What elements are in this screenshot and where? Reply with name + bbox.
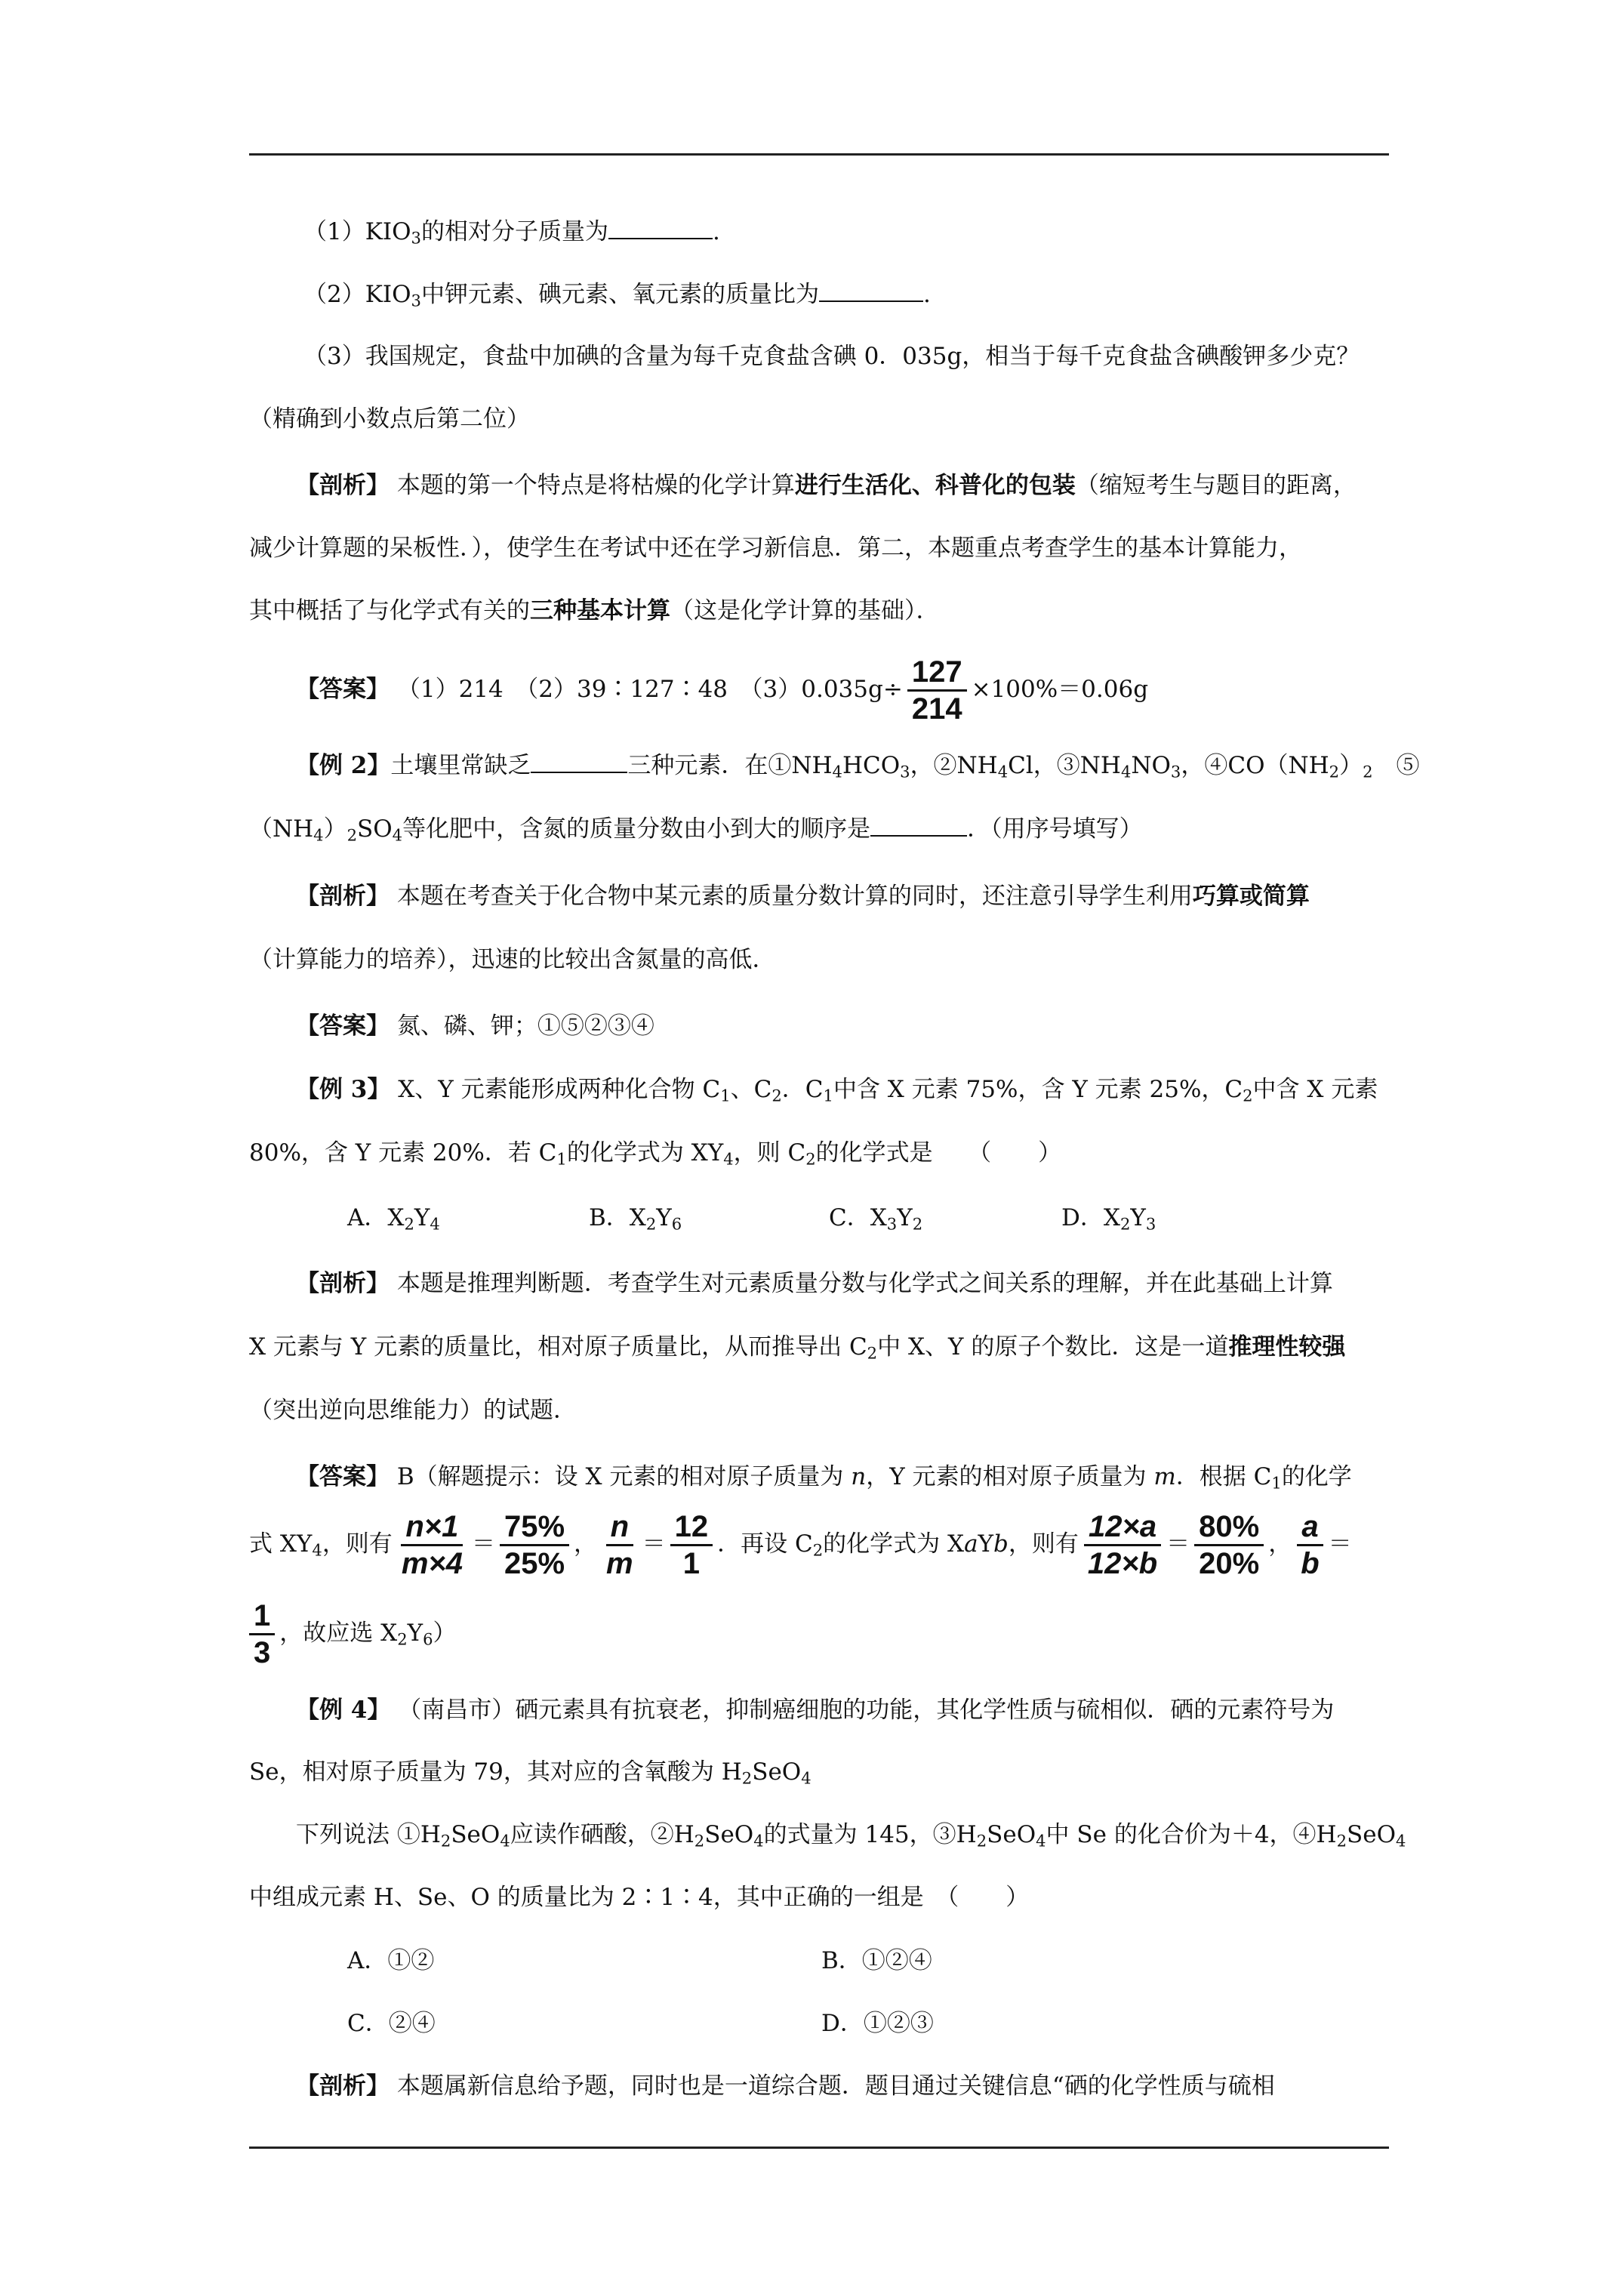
example4-line4: 中组成元素 H、Se、O 的质量比为 2∶1∶4，其中正确的一组是 （ ） (249, 1884, 1030, 1911)
answer2-line: 【答案】 氮、磷、钾；①⑤②③④ (296, 1012, 654, 1040)
q1-part2: $(2)KIO_3$中钾元素、碘元素、氧元素的质量比为 . (303, 281, 931, 310)
analysis2-line2: （计算能力的培养），迅速的比较出含氮量的高低． (249, 946, 776, 973)
example2-line1: 【例 2】土壤里常缺乏 三种元素．在$①NH_4HCO_3$，$②NH_4Cl$，$③NH_4NO_3$，$④CO(NH_2)_2$ ⑤ (296, 752, 1420, 781)
fraction: $\frac{1}{3}$ (249, 1598, 275, 1670)
answer1-line: 【答案】 （1）214 （2）39∶127∶48 （3）0.035g÷ $\frac{127}{214}$ ×100%＝0.06g (296, 655, 1149, 726)
option-c[interactable]: C．$X_3Y_2$ (829, 1204, 923, 1234)
fraction: $\frac{n}{m}$ (606, 1510, 633, 1580)
header-rule (249, 153, 1389, 156)
option-b[interactable]: B．①②④ (821, 1947, 932, 1974)
option-b[interactable]: B．$X_2Y_6$ (589, 1204, 682, 1234)
analysis2-line1: 【剖析】 本题在考查关于化合物中某元素的质量分数计算的同时，还注意引导学生利用巧算或简算 (296, 883, 1310, 910)
footer-rule (249, 2147, 1389, 2149)
option-d[interactable]: D．$X_2Y_3$ (1061, 1204, 1156, 1234)
example4-options-row1 (249, 1934, 1495, 1987)
q1-part3: （3）我国规定，食盐中加碘的含量为每千克食盐含碘 0．035g，相当于每千克食盐含碘酸钾多少克？ (303, 343, 1360, 370)
example2-line2: $(NH_4)_2SO_4$等化肥中，含氮的质量分数由小到大的顺序是 ．（用序号填写） (249, 815, 1143, 845)
analysis4-line1: 【剖析】 本题属新信息给予题，同时也是一道综合题．题目通过关键信息“硒的化学性质与硫相 (296, 2073, 1275, 2100)
analysis3-line3: （突出逆向思维能力）的试题． (249, 1397, 577, 1424)
analysis3-line1: 【剖析】 本题是推理判断题．考查学生对元素质量分数与化学式之间关系的理解，并在此基础上计算 (296, 1270, 1333, 1297)
analysis1-line1: 【剖析】 本题的第一个特点是将枯燥的化学计算进行生活化、科普化的包装（缩短考生与题目的距离， (296, 472, 1357, 499)
analysis1-line2: 减少计算题的呆板性．），使学生在考试中还在学习新信息．第二，本题重点考查学生的基本计算能力， (249, 535, 1302, 562)
answer3-line2: 式 $XY_4$，则有 $\frac{n\times 1}{m\times 4}$ ＝ $\frac{75\%}{25\%}$ ， $\frac{n}{m}$ ＝ $\frac{12}{1}$ ．再设 $C_2$的化学式为 XaYb，则有 $\frac{12\times a}{12\times b}$ ＝ $\frac{80\%}{20\%}$ ， $\frac{a}{b}$ ＝ (249, 1510, 1352, 1580)
option-a[interactable]: A．①② (347, 1947, 435, 1974)
fraction: $\frac{80\%}{20\%}$ (1194, 1509, 1264, 1581)
example4-line2: Se，相对原子质量为 79，其对应的含氧酸为 $H_2SeO_4$ (249, 1758, 812, 1788)
example3-line2: 80%，含 Y 元素 20%．若 $C_1$的化学式为 $XY_4$，则 $C_2$的化学式是 （ ） (249, 1139, 1062, 1169)
fraction: $\frac{n\times 1}{m\times 4}$ (401, 1510, 463, 1580)
answer-blank[interactable] (819, 279, 923, 302)
example4-options-row2 (249, 1997, 1495, 2050)
example4-line3: 下列说法 $①H_2SeO_4$应读作硒酸，$②H_2SeO_4$的式量为 145，$③H_2SeO_4$中 Se 的化合价为＋4，$④H_2SeO_4$ (296, 1821, 1406, 1851)
fraction: $\frac{12\times a}{12\times b}$ (1083, 1509, 1162, 1581)
fraction: $\frac{75\%}{25\%}$ (500, 1509, 569, 1581)
option-a[interactable]: A．$X_2Y_4$ (347, 1204, 440, 1234)
example4-line1: 【例 4】 （南昌市）硒元素具有抗衰老，抑制癌细胞的功能，其化学性质与硫相似．硒的元素符号为 (296, 1697, 1335, 1724)
fraction: $\frac{127}{214}$ (907, 655, 967, 726)
analysis1-line3: 其中概括了与化学式有关的三种基本计算（这是化学计算的基础）． (249, 597, 940, 624)
answer-blank[interactable] (870, 814, 967, 837)
fraction: $\frac{12}{1}$ (670, 1509, 713, 1581)
q1-part1: $(1)KIO_3$的相对分子质量为 . (303, 218, 720, 248)
option-c[interactable]: C．②④ (347, 2010, 436, 2037)
answer3-line3: $\frac{1}{3}$ ，故应选 $X_2Y_6$） (249, 1592, 1397, 1675)
answer-blank[interactable] (531, 750, 627, 773)
option-d[interactable]: D．①②③ (821, 2010, 934, 2037)
fraction: $\frac{a}{b}$ (1296, 1509, 1323, 1581)
q1-part3-cont: （精确到小数点后第二位） (249, 405, 530, 433)
answer-blank[interactable] (608, 217, 713, 239)
analysis3-line2: X 元素与 Y 元素的质量比，相对原子质量比，从而推导出 $C_2$中 X、Y 的原子个数比．这是一道推理性较强 (249, 1333, 1346, 1363)
example3-line1: 【例 3】 X、Y 元素能形成两种化合物 $C_1$、$C_2$．$C_1$中含 X 元素 75%，含 Y 元素 25%，$C_2$中含 X 元素 (296, 1076, 1378, 1105)
example3-options (249, 1191, 1495, 1244)
answer3-line1: 【答案】 B（解题提示：设 X 元素的相对原子质量为 n，Y 元素的相对原子质量为 m．根据 $C_1$的化学 (296, 1463, 1352, 1493)
